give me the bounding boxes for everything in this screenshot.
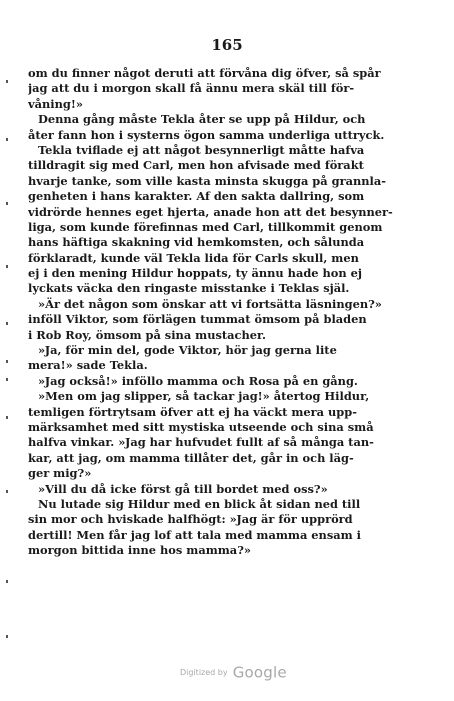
text-line: i Rob Roy, ömsom på sina mustacher. [28, 327, 266, 342]
text-line: våning!» [28, 96, 83, 111]
text-line: temligen förtrytsam öfver att ej ha väckt mera upp- [28, 404, 357, 419]
text-line: »Är det någon som önskar att vi fortsätta läsningen?» [38, 296, 382, 311]
text-line: jag att du i morgon skall få ännu mera skäl till för- [28, 81, 355, 96]
text-line: liga, som kunde förefinnas med Carl, tillkommit genom [28, 219, 383, 234]
text-line: »Vill du då icke först gå till bordet med oss?» [38, 481, 328, 496]
text-line: tilldragit sig med Carl, men hon afvisade med förakt [28, 158, 364, 173]
text-line: mera!» sade Tekla. [28, 358, 148, 373]
text-line: Nu lutade sig Hildur med en blick åt sidan ned till [38, 496, 361, 511]
text-line: Denna gång måste Tekla åter se upp på Hildur, och [38, 112, 366, 127]
text-line: åter fann hon i systerns ögon samma underliga uttryck. [28, 127, 385, 142]
text-line: vidrörde hennes eget hjerta, anade hon att det besynner- [28, 204, 393, 219]
body-text [28, 66, 404, 559]
text-line: ej i den mening Hildur hoppats, ty ännu hade hon ej [28, 266, 362, 281]
text-line: förklaradt, kunde väl Tekla lida för Carls skull, men [28, 250, 359, 265]
text-line: lyckats väcka den ringaste misstanke i Teklas själ. [28, 281, 350, 296]
watermark-prefix: Digitized by [180, 668, 228, 677]
text-line: ger mig?» [28, 466, 92, 481]
text-line: morgon bittida inne hos mamma?» [28, 543, 251, 558]
page-number: 165 [211, 36, 243, 54]
digitized-by-watermark [180, 662, 300, 682]
text-line: märksamhet med sitt mystiska utseende och sina små [28, 419, 374, 434]
text-line: kar, att jag, om mamma tillåter det, går in och läg- [28, 450, 354, 465]
page-edge-marks [6, 60, 14, 670]
text-line: inföll Viktor, som förlägen tummat ömsom på bladen [28, 312, 367, 327]
text-line: »Ja, för min del, gode Viktor, hör jag gerna lite [38, 343, 337, 358]
text-line: sin mor och hviskade halfhögt: »Jag är för upprörd [28, 512, 353, 527]
watermark-brand: Google [232, 663, 287, 682]
text-line: hvarje tanke, som ville kasta minsta skugga på grannla- [28, 173, 386, 188]
text-line: om du finner något deruti att förvåna dig öfver, så spår [28, 66, 381, 80]
text-line: »Men om jag slipper, så tackar jag!» återtog Hildur, [38, 389, 370, 404]
text-line: Tekla tviflade ej att något besynnerligt måtte hafva [38, 142, 365, 157]
text-line: halfva vinkar. »Jag har hufvudet fullt af så många tan- [28, 435, 374, 450]
text-line: »Jag också!» inföllo mamma och Rosa på en gång. [38, 373, 358, 388]
text-line: dertill! Men får jag lof att tala med mamma ensam i [28, 527, 361, 542]
text-line: hans häftiga skakning vid hemkomsten, och sålunda [28, 235, 365, 250]
text-line: genheten i hans karakter. Af den sakta dallring, som [28, 189, 365, 204]
